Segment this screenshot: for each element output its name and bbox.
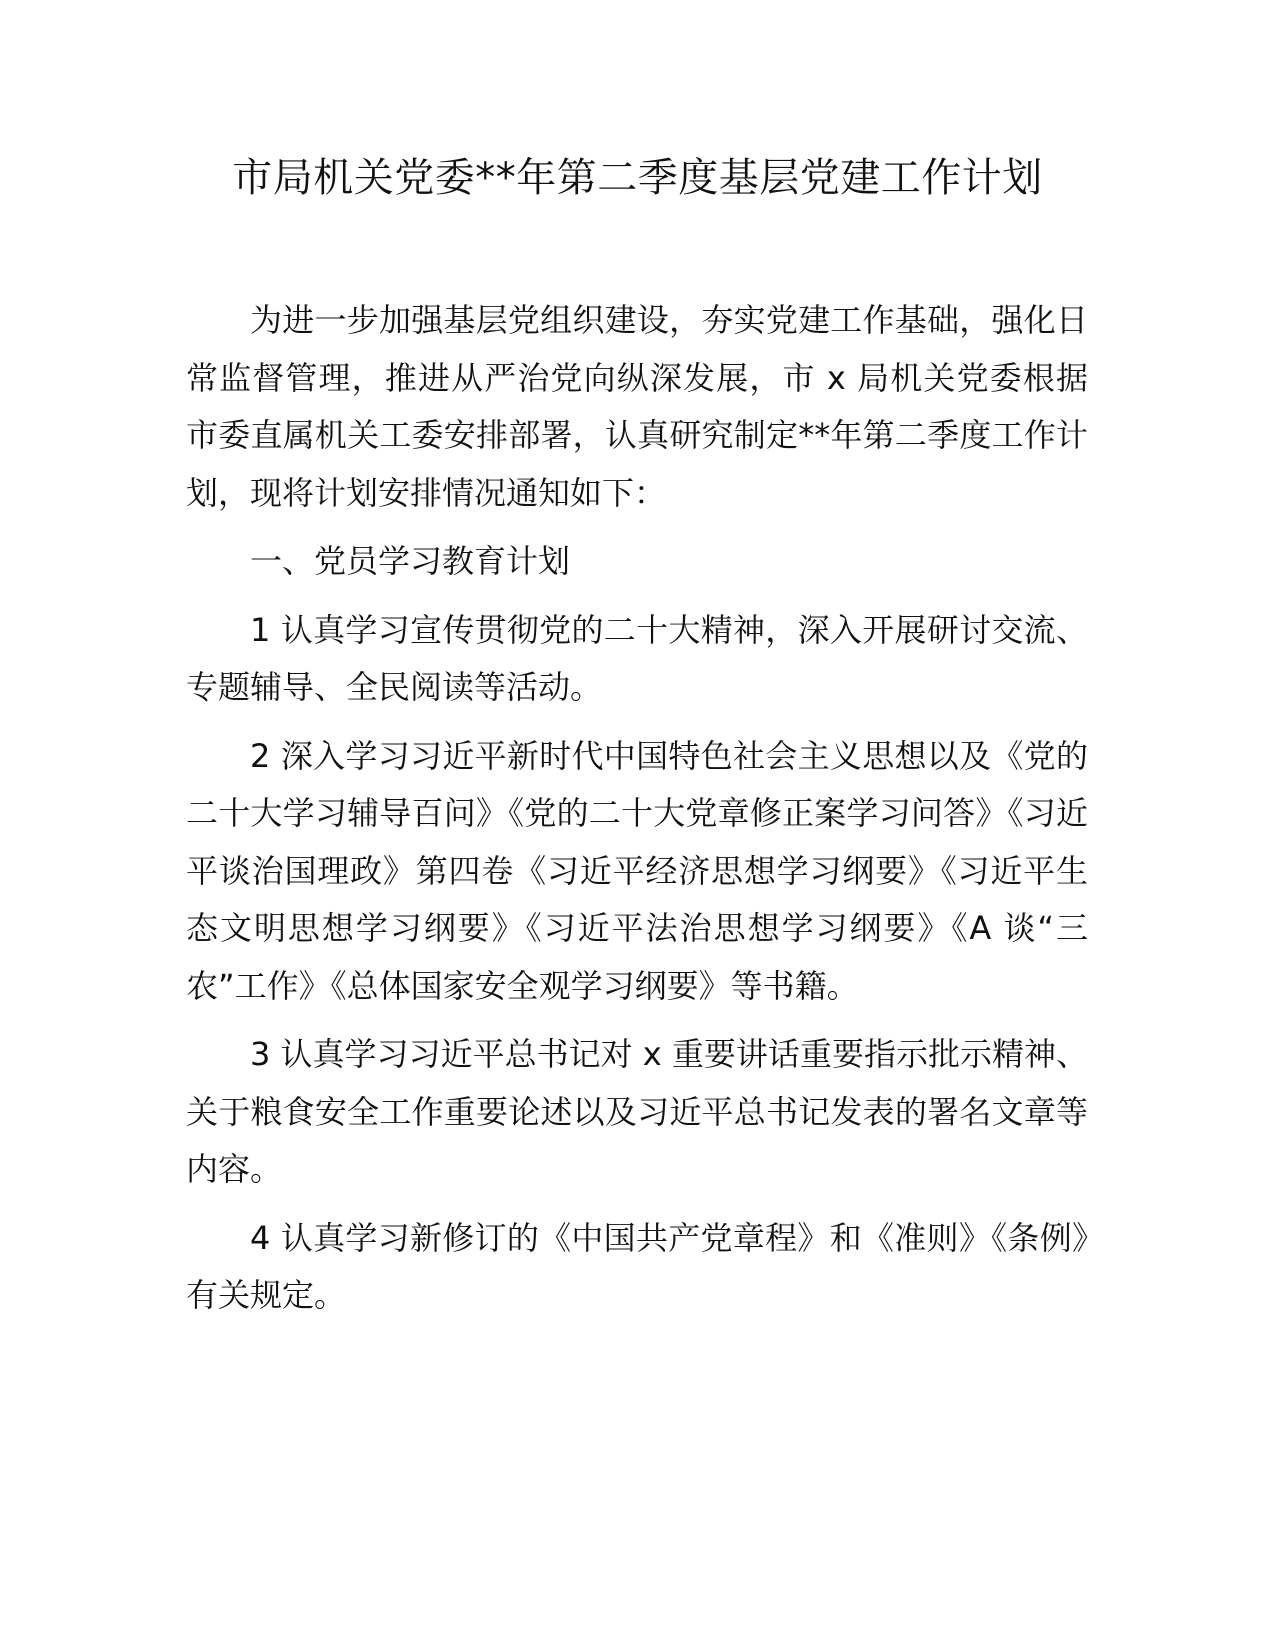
section-heading: 一、党员学习教育计划 xyxy=(250,542,571,580)
list-item-1: 1 认真学习宣传贯彻党的二十大精神，深入开展研讨交流、专题辅导、全民阅读等活动。 xyxy=(186,610,1088,706)
intro-paragraph: 为进一步加强基层党组织建设，夯实党建工作基础，强化日常监督管理，推进从严治党向纵深发展，市 x 局机关党委根据市委直属机关工委安排部署，认真研究制定**年第二季度工作计划，现将计划安排情况通知如下： xyxy=(186,301,1088,512)
list-item-3: 3 认真学习习近平总书记对 x 重要讲话重要指示批示精神、关于粮食安全工作重要论述以及习近平总书记发表的署名文章等内容。 xyxy=(186,1035,1088,1188)
document-body xyxy=(186,292,1088,1336)
list-item-4: 4 认真学习新修订的《中国共产党章程》和《准则》《条例》有关规定。 xyxy=(186,1218,1088,1314)
list-item-2: 2 深入学习习近平新时代中国特色社会主义思想以及《党的二十大学习辅导百问》《党的二十大党章修正案学习问答》《习近平谈治国理政》第四卷《习近平经济思想学习纲要》《习近平生态文明思想学习纲要》《习近平法治思想学习纲要》《A 谈“三农”工作》《总体国家安全观学习纲要》等书籍。 xyxy=(186,736,1088,1005)
document-title: 市局机关党委**年第二季度基层党建工作计划 xyxy=(232,155,1043,201)
